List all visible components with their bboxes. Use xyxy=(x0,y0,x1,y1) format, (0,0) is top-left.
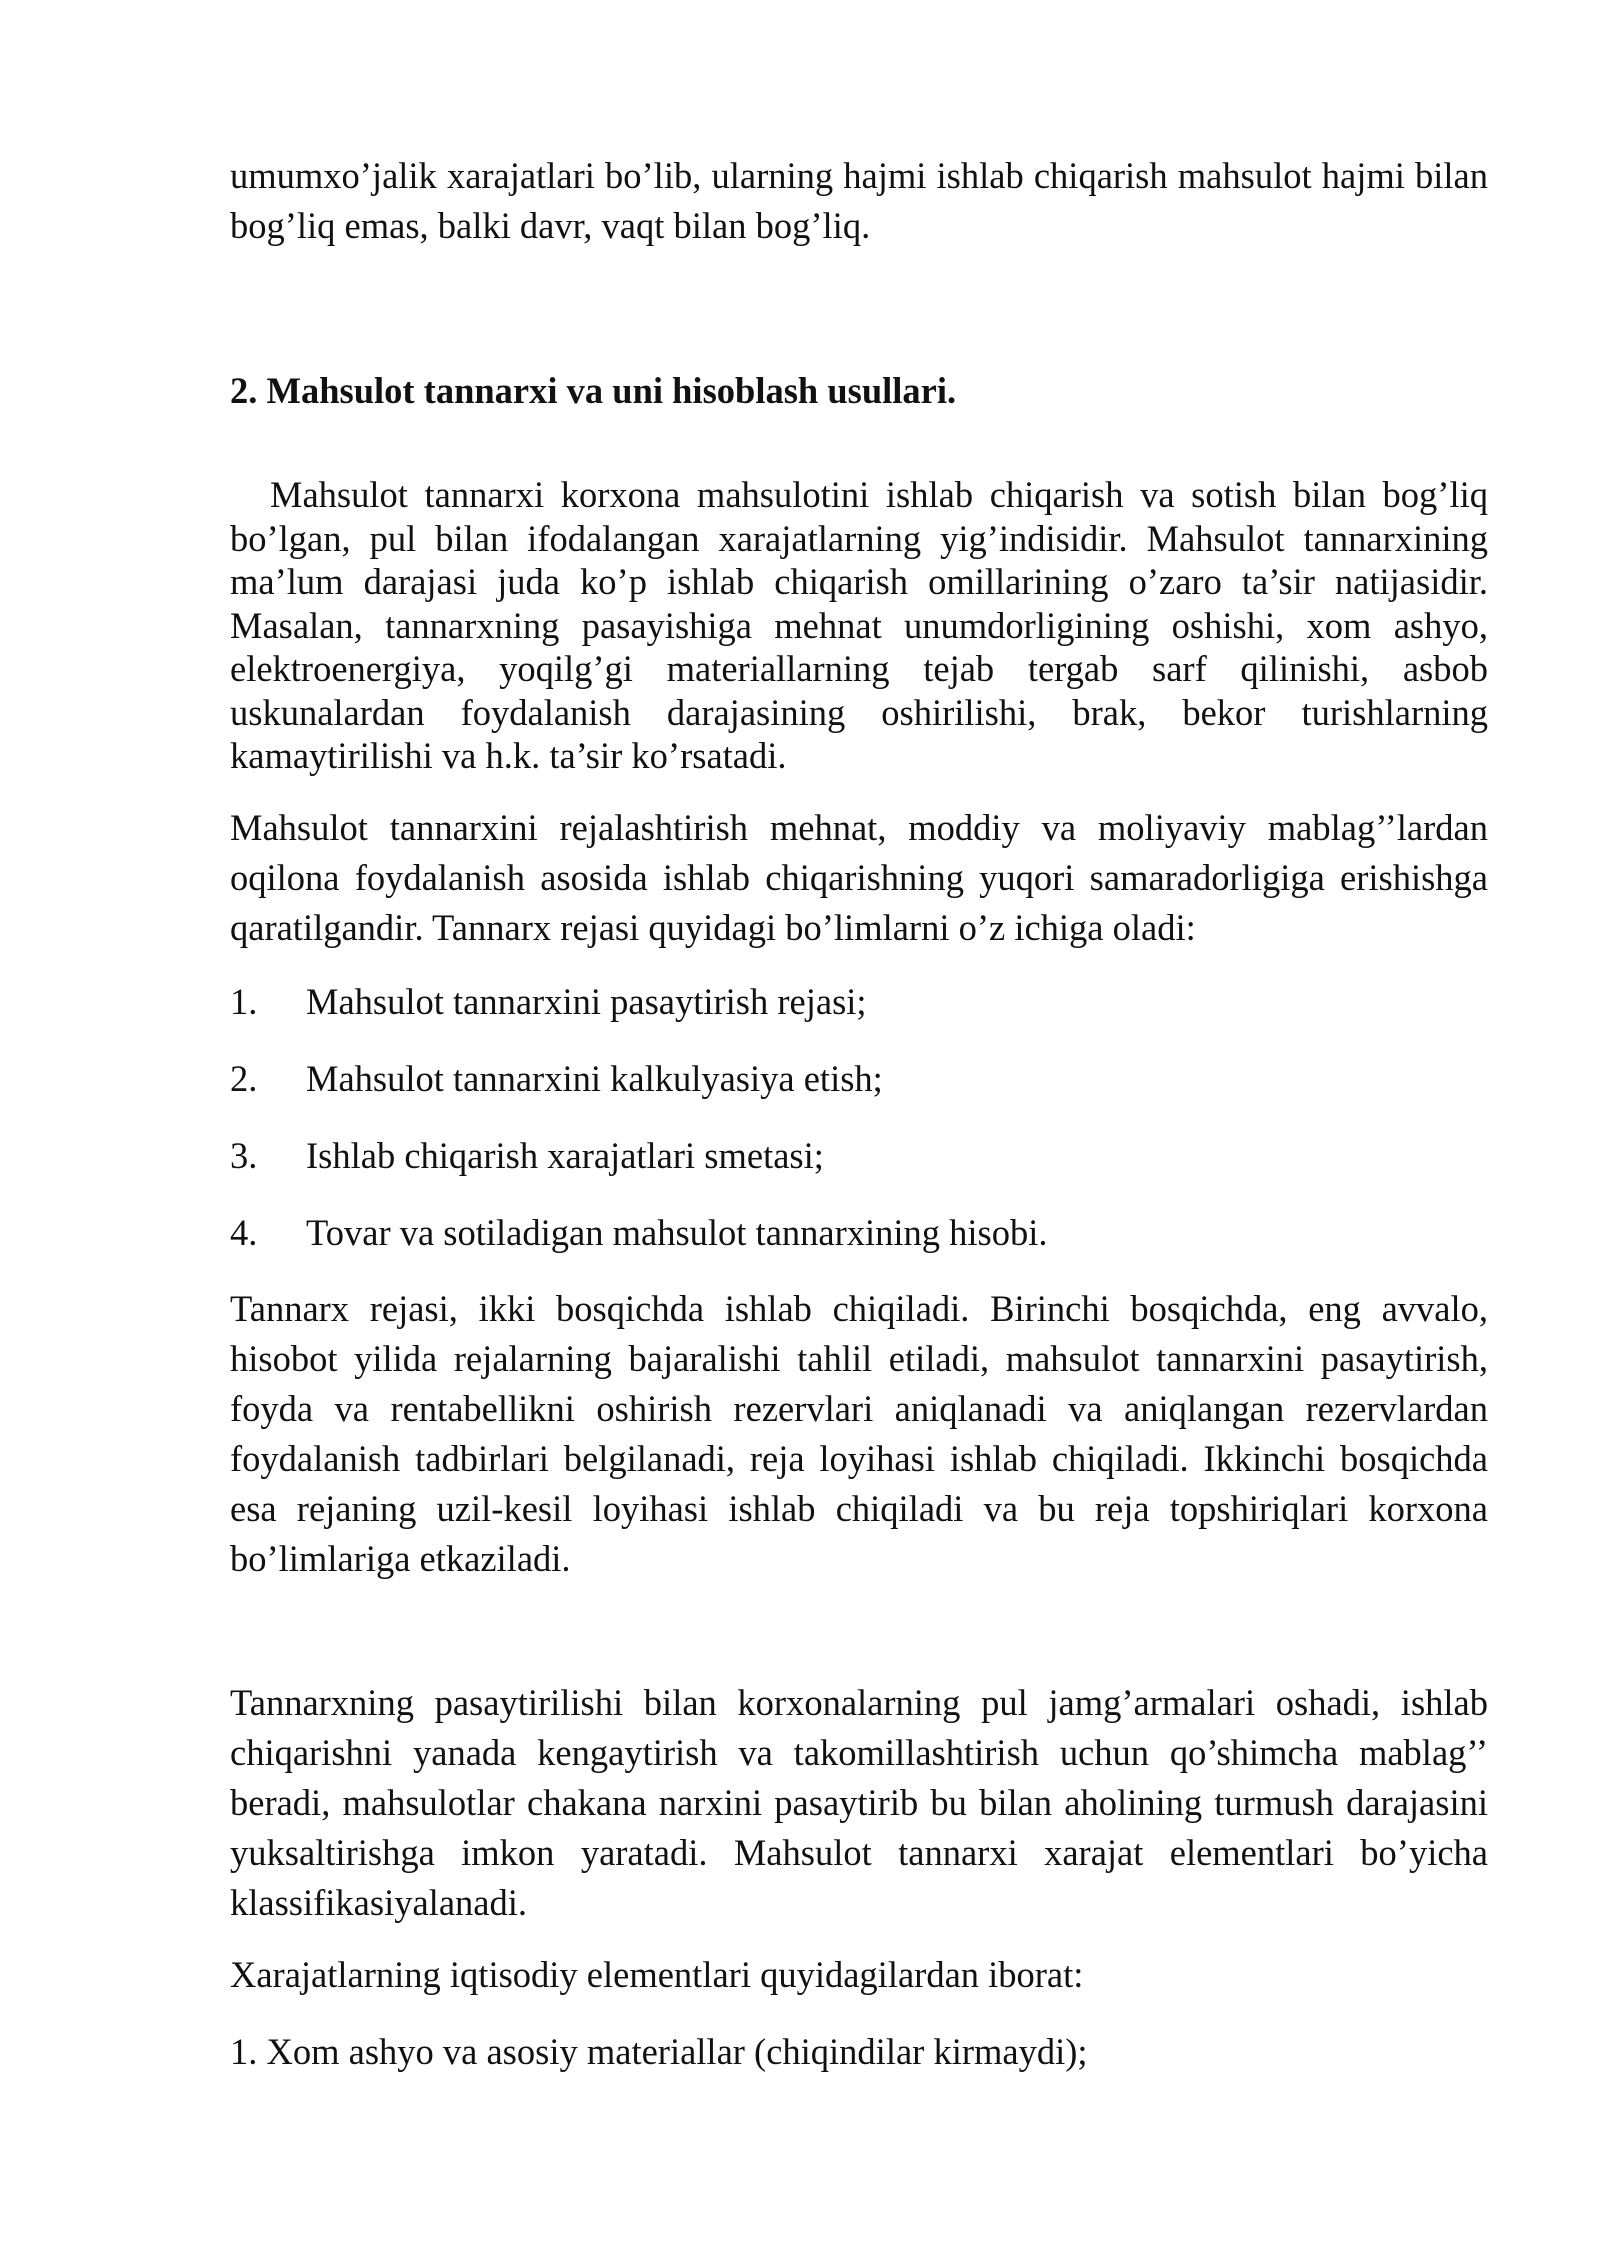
paragraph-tannarx-planning: Mahsulot tannarxini rejalashtirish mehnat, moddiy va moliyaviy mablag’’lardan oqilona foydalanish asosida ishlab chiqarishning yuqori samaradorligiga erishishga qaratilgandir. Tannarx rejasi quyidagi bo’limlarni o’z ichiga oladi: xyxy=(230,807,1488,948)
list-item xyxy=(230,977,1488,1027)
list-item-number: 4. xyxy=(230,1212,258,1253)
list-item-number: 2. xyxy=(230,1058,258,1099)
list-item-number: 3. xyxy=(230,1135,258,1176)
list-item-text: Tovar va sotiladigan mahsulot tannarxining hisobi. xyxy=(306,1212,1048,1253)
paragraph-tannarx-definition: Mahsulot tannarxi korxona mahsulotini ishlab chiqarish va sotish bilan bog’liq bo’lgan, pul bilan ifodalangan xarajatlarning yig’indisidir. Mahsulot tannarxining ma’lum darajasi juda ko’p ishlab chiqarish omillarining o’zaro ta’sir natijasidir. Masalan, tannarxning pasayishiga mehnat unumdorligining oshishi, xom ashyo, elektroenergiya, yoqilg’gi materiallarning tejab tergab sarf qilinishi, asbob uskunalardan foydalanish darajasining oshirilishi, brak, bekor turishlarning kamaytirilishi va h.k. ta’sir ko’rsatadi. xyxy=(230,474,1488,776)
list-item xyxy=(230,1208,1488,1258)
list-item xyxy=(230,1131,1488,1181)
list-item-text: Mahsulot tannarxini pasaytirish rejasi; xyxy=(306,981,867,1022)
paragraph-continuation: umumxo’jalik xarajatlari bo’lib, ularning hajmi ishlab chiqarish mahsulot hajmi bilan bog’liq emas, balki davr, vaqt bilan bog’liq. xyxy=(230,155,1488,246)
list-item-number: 1. xyxy=(230,981,258,1022)
elements-list-item: 1. Xom ashyo va asosiy materiallar (chiqindilar kirmaydi); xyxy=(230,2031,1088,2072)
document-page xyxy=(230,0,1488,2262)
list-item-text: Ishlab chiqarish xarajatlari smetasi; xyxy=(306,1135,824,1176)
paragraph-cost-reduction: Tannarxning pasaytirilishi bilan korxonalarning pul jamg’armalari oshadi, ishlab chiqarishni yanada kengaytirish va takomillashtirish uchun qo’shimcha mablag’’ beradi, mahsulotlar chakana narxini pasaytirib bu bilan aholining turmush darajasini yuksaltirishga imkon yaratadi. Mahsulot tannarxi xarajat elementlari bo’yicha klassifikasiyalanadi. xyxy=(230,1682,1488,1923)
paragraph-economic-elements: Xarajatlarning iqtisodiy elementlari quyidagilardan iborat: xyxy=(230,1954,1084,1995)
section-heading: 2. Mahsulot tannarxi va uni hisoblash usullari. xyxy=(230,370,957,411)
list-item-text: Mahsulot tannarxini kalkulyasiya etish; xyxy=(306,1058,883,1099)
paragraph-two-stages: Tannarx rejasi, ikki bosqichda ishlab chiqiladi. Birinchi bosqichda, eng avvalo, hisobot yilida rejalarning bajaralishi tahlil etiladi, mahsulot tannarxini pasaytirish, foyda va rentabellikni oshirish rezervlari aniqlanadi va aniqlangan rezervlardan foydalanish tadbirlari belgilanadi, reja loyihasi ishlab chiqiladi. Ikkinchi bosqichda esa rejaning uzil-kesil loyihasi ishlab chiqiladi va bu reja topshiriqlari korxona bo’limlariga etkaziladi. xyxy=(230,1288,1488,1579)
list-item xyxy=(230,1054,1488,1104)
